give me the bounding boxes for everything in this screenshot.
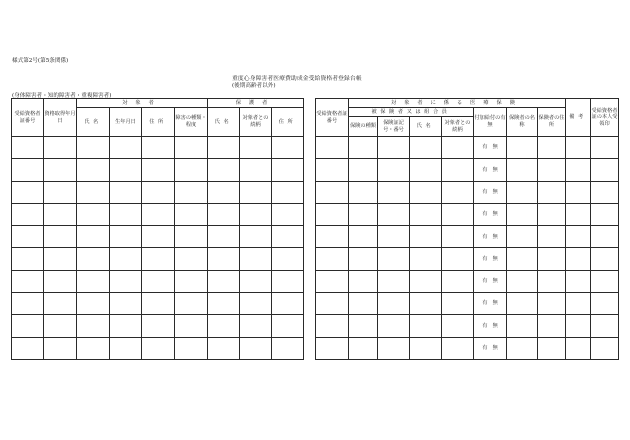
table-cell[interactable]	[44, 203, 77, 225]
header-cert-no: 受給資格者証番号	[316, 99, 349, 137]
table-row	[316, 248, 619, 270]
table-cell[interactable]	[591, 181, 619, 203]
table-cell[interactable]	[240, 137, 272, 159]
table-cell[interactable]	[566, 159, 591, 181]
table-cell[interactable]	[507, 337, 538, 359]
table-cell[interactable]	[538, 226, 566, 248]
benefit-presence-cell[interactable]: 有 無	[474, 181, 507, 203]
table-cell[interactable]	[507, 181, 538, 203]
table-cell[interactable]	[240, 159, 272, 181]
table-row	[12, 226, 304, 248]
table-row	[316, 315, 619, 337]
left-register-table	[11, 98, 304, 360]
table-cell[interactable]	[538, 293, 566, 315]
table-cell[interactable]	[44, 270, 77, 292]
table-cell[interactable]	[110, 203, 142, 225]
table-cell[interactable]	[12, 159, 44, 181]
table-cell[interactable]	[566, 270, 591, 292]
table-cell[interactable]	[349, 203, 378, 225]
table-cell[interactable]	[12, 248, 44, 270]
table-cell[interactable]	[77, 337, 110, 359]
table-cell[interactable]	[44, 181, 77, 203]
table-cell[interactable]	[142, 248, 175, 270]
benefit-presence-cell[interactable]: 有 無	[474, 137, 507, 159]
table-cell[interactable]	[77, 137, 110, 159]
table-cell[interactable]	[12, 226, 44, 248]
table-row	[316, 293, 619, 315]
table-row	[12, 203, 304, 225]
table-cell[interactable]	[349, 270, 378, 292]
header-insurer-name: 保険者の名称	[507, 108, 538, 137]
benefit-presence-cell[interactable]: 有 無	[474, 270, 507, 292]
table-cell[interactable]	[142, 293, 175, 315]
header-cert-no: 受給資格者証番号	[12, 99, 44, 137]
benefit-presence-cell[interactable]: 有 無	[474, 315, 507, 337]
table-cell[interactable]	[566, 248, 591, 270]
benefit-presence-cell[interactable]: 有 無	[474, 226, 507, 248]
benefit-presence-cell[interactable]: 有 無	[474, 203, 507, 225]
table-cell[interactable]	[507, 270, 538, 292]
table-cell[interactable]	[240, 248, 272, 270]
table-cell[interactable]	[142, 137, 175, 159]
table-row	[12, 248, 304, 270]
table-cell[interactable]	[378, 159, 410, 181]
table-cell[interactable]	[12, 315, 44, 337]
table-cell[interactable]	[208, 226, 240, 248]
table-cell[interactable]	[349, 137, 378, 159]
header-group-guardian: 保護者	[208, 99, 304, 108]
table-cell[interactable]	[12, 203, 44, 225]
table-cell[interactable]	[240, 203, 272, 225]
table-cell[interactable]	[566, 226, 591, 248]
table-cell[interactable]	[507, 248, 538, 270]
table-cell[interactable]	[77, 293, 110, 315]
table-row	[12, 159, 304, 181]
table-cell[interactable]	[410, 315, 442, 337]
table-cell[interactable]	[110, 159, 142, 181]
table-cell[interactable]	[142, 181, 175, 203]
table-row	[12, 293, 304, 315]
table-cell[interactable]	[316, 293, 349, 315]
header-subject-name: 氏名	[77, 108, 110, 137]
benefit-presence-cell[interactable]: 有 無	[474, 293, 507, 315]
table-cell[interactable]	[566, 315, 591, 337]
table-cell[interactable]	[240, 181, 272, 203]
table-cell[interactable]	[110, 137, 142, 159]
table-cell[interactable]	[240, 315, 272, 337]
table-cell[interactable]	[378, 270, 410, 292]
header-disability: 障害の種類・程度	[175, 108, 208, 137]
table-cell[interactable]	[378, 337, 410, 359]
table-cell[interactable]	[272, 159, 304, 181]
table-cell[interactable]	[44, 293, 77, 315]
benefit-presence-cell[interactable]: 有 無	[474, 159, 507, 181]
table-cell[interactable]	[566, 293, 591, 315]
table-cell[interactable]	[175, 159, 208, 181]
table-cell[interactable]	[175, 137, 208, 159]
right-register-table	[315, 98, 619, 360]
table-cell[interactable]	[378, 226, 410, 248]
table-cell[interactable]	[349, 248, 378, 270]
table-cell[interactable]	[110, 270, 142, 292]
header-guardian-address: 住所	[272, 108, 304, 137]
table-cell[interactable]	[591, 203, 619, 225]
table-cell[interactable]	[410, 181, 442, 203]
header-remarks: 備考	[566, 99, 591, 137]
table-cell[interactable]	[208, 203, 240, 225]
table-cell[interactable]	[316, 315, 349, 337]
table-cell[interactable]	[566, 181, 591, 203]
table-row	[316, 159, 619, 181]
table-cell[interactable]	[44, 248, 77, 270]
table-cell[interactable]	[12, 337, 44, 359]
table-cell[interactable]	[142, 159, 175, 181]
table-cell[interactable]	[142, 270, 175, 292]
table-row	[12, 337, 304, 359]
table-cell[interactable]	[77, 248, 110, 270]
table-cell[interactable]	[538, 203, 566, 225]
table-cell[interactable]	[316, 181, 349, 203]
table-cell[interactable]	[410, 248, 442, 270]
table-cell[interactable]	[349, 293, 378, 315]
table-cell[interactable]	[175, 226, 208, 248]
table-cell[interactable]	[349, 226, 378, 248]
table-cell[interactable]	[175, 337, 208, 359]
table-cell[interactable]	[316, 137, 349, 159]
table-cell[interactable]	[507, 315, 538, 337]
table-cell[interactable]	[591, 315, 619, 337]
table-cell[interactable]	[208, 137, 240, 159]
table-cell[interactable]	[110, 181, 142, 203]
table-cell[interactable]	[175, 270, 208, 292]
table-cell[interactable]	[591, 137, 619, 159]
table-row	[316, 137, 619, 159]
table-cell[interactable]	[566, 137, 591, 159]
table-cell[interactable]	[272, 248, 304, 270]
header-group-insurance: 対象者に係る医療保険	[349, 99, 566, 108]
table-cell[interactable]	[591, 248, 619, 270]
table-cell[interactable]	[349, 181, 378, 203]
table-cell[interactable]	[410, 226, 442, 248]
table-row	[12, 315, 304, 337]
table-cell[interactable]	[538, 248, 566, 270]
header-insured-name: 氏名	[410, 117, 442, 137]
table-cell[interactable]	[208, 293, 240, 315]
table-cell[interactable]	[272, 315, 304, 337]
table-cell[interactable]	[349, 315, 378, 337]
table-cell[interactable]	[208, 337, 240, 359]
table-cell[interactable]	[316, 203, 349, 225]
table-cell[interactable]	[44, 337, 77, 359]
header-subject-address: 住所	[142, 108, 175, 137]
form-number: 様式第2号(第5条関係)	[12, 58, 69, 64]
page-subtitle: (後期高齢者以外)	[232, 83, 276, 89]
header-relationship: 対象者との続柄	[240, 108, 272, 137]
header-insurer-address: 保険者の住所	[538, 108, 566, 137]
table-cell[interactable]	[44, 315, 77, 337]
table-cell[interactable]	[316, 337, 349, 359]
table-cell[interactable]	[442, 159, 474, 181]
table-cell[interactable]	[142, 226, 175, 248]
table-cell[interactable]	[378, 181, 410, 203]
table-cell[interactable]	[77, 226, 110, 248]
table-cell[interactable]	[507, 293, 538, 315]
table-row	[316, 226, 619, 248]
table-cell[interactable]	[442, 315, 474, 337]
table-cell[interactable]	[507, 203, 538, 225]
table-cell[interactable]	[378, 203, 410, 225]
header-additional-benefit: 付加給付の有無	[474, 108, 507, 137]
table-cell[interactable]	[240, 226, 272, 248]
benefit-presence-cell[interactable]: 有 無	[474, 337, 507, 359]
table-cell[interactable]	[378, 248, 410, 270]
table-cell[interactable]	[12, 270, 44, 292]
table-cell[interactable]	[77, 270, 110, 292]
table-cell[interactable]	[538, 137, 566, 159]
table-cell[interactable]	[175, 181, 208, 203]
table-cell[interactable]	[175, 203, 208, 225]
table-cell[interactable]	[77, 203, 110, 225]
table-cell[interactable]	[316, 248, 349, 270]
header-insurance-type: 保険の種類	[349, 117, 378, 137]
table-cell[interactable]	[442, 137, 474, 159]
table-cell[interactable]	[591, 159, 619, 181]
table-cell[interactable]	[110, 337, 142, 359]
table-cell[interactable]	[591, 270, 619, 292]
table-cell[interactable]	[142, 337, 175, 359]
table-cell[interactable]	[410, 159, 442, 181]
table-cell[interactable]	[538, 159, 566, 181]
table-cell[interactable]	[208, 181, 240, 203]
table-cell[interactable]	[44, 137, 77, 159]
table-cell[interactable]	[410, 137, 442, 159]
table-cell[interactable]	[442, 203, 474, 225]
table-cell[interactable]	[566, 337, 591, 359]
table-cell[interactable]	[12, 137, 44, 159]
table-cell[interactable]	[538, 315, 566, 337]
table-cell[interactable]	[442, 226, 474, 248]
header-receipt-seal: 受給資格者証の本人受領印	[591, 99, 619, 137]
table-row	[12, 181, 304, 203]
table-cell[interactable]	[566, 203, 591, 225]
table-cell[interactable]	[272, 137, 304, 159]
table-cell[interactable]	[208, 159, 240, 181]
table-cell[interactable]	[591, 337, 619, 359]
table-cell[interactable]	[538, 270, 566, 292]
table-cell[interactable]	[142, 203, 175, 225]
table-cell[interactable]	[591, 293, 619, 315]
table-cell[interactable]	[175, 315, 208, 337]
header-insured-relationship: 対象者との続柄	[442, 117, 474, 137]
table-cell[interactable]	[272, 337, 304, 359]
table-cell[interactable]	[77, 181, 110, 203]
table-cell[interactable]	[12, 181, 44, 203]
table-cell[interactable]	[110, 293, 142, 315]
table-cell[interactable]	[272, 203, 304, 225]
table-cell[interactable]	[77, 159, 110, 181]
table-cell[interactable]	[110, 248, 142, 270]
table-cell[interactable]	[316, 159, 349, 181]
table-cell[interactable]	[110, 315, 142, 337]
table-cell[interactable]	[349, 337, 378, 359]
table-cell[interactable]	[591, 226, 619, 248]
table-row	[316, 203, 619, 225]
table-cell[interactable]	[507, 159, 538, 181]
table-row	[12, 270, 304, 292]
table-cell[interactable]	[378, 315, 410, 337]
table-cell[interactable]	[410, 203, 442, 225]
table-cell[interactable]	[410, 270, 442, 292]
table-cell[interactable]	[316, 226, 349, 248]
table-cell[interactable]	[272, 293, 304, 315]
table-cell[interactable]	[538, 337, 566, 359]
table-cell[interactable]	[378, 137, 410, 159]
table-cell[interactable]	[142, 315, 175, 337]
header-birth-date: 生年月日	[110, 108, 142, 137]
header-acquisition-date: 資格取得年月日	[44, 99, 77, 137]
page-title: 重度心身障害者医療費助成金受給資格者登録台帳	[232, 76, 362, 82]
table-cell[interactable]	[175, 293, 208, 315]
table-cell[interactable]	[240, 270, 272, 292]
table-cell[interactable]	[12, 293, 44, 315]
scope-label: (身体障害者・知的障害者・重複障害者)	[12, 93, 112, 99]
table-cell[interactable]	[442, 248, 474, 270]
table-cell[interactable]	[208, 315, 240, 337]
table-cell[interactable]	[110, 226, 142, 248]
table-cell[interactable]	[208, 270, 240, 292]
table-cell[interactable]	[272, 270, 304, 292]
header-guardian-name: 氏名	[208, 108, 240, 137]
table-cell[interactable]	[208, 248, 240, 270]
header-insurance-symbol: 保険証記号・番号	[378, 117, 410, 137]
table-cell[interactable]	[442, 293, 474, 315]
table-cell[interactable]	[410, 293, 442, 315]
table-row	[316, 270, 619, 292]
table-cell[interactable]	[507, 137, 538, 159]
table-cell[interactable]	[410, 337, 442, 359]
table-cell[interactable]	[507, 226, 538, 248]
table-row	[316, 181, 619, 203]
table-cell[interactable]	[349, 159, 378, 181]
table-cell[interactable]	[272, 181, 304, 203]
table-cell[interactable]	[442, 181, 474, 203]
table-cell[interactable]	[442, 270, 474, 292]
header-group-insured: 被保険者又は組合員	[349, 108, 474, 117]
table-row	[12, 137, 304, 159]
table-cell[interactable]	[240, 293, 272, 315]
table-cell[interactable]	[378, 293, 410, 315]
table-cell[interactable]	[240, 337, 272, 359]
table-cell[interactable]	[442, 337, 474, 359]
table-cell[interactable]	[77, 315, 110, 337]
table-row	[316, 337, 619, 359]
header-group-subject: 対象者	[77, 99, 208, 108]
table-cell[interactable]	[44, 226, 77, 248]
table-cell[interactable]	[272, 226, 304, 248]
table-cell[interactable]	[175, 248, 208, 270]
benefit-presence-cell[interactable]: 有 無	[474, 248, 507, 270]
table-cell[interactable]	[44, 159, 77, 181]
table-cell[interactable]	[316, 270, 349, 292]
table-cell[interactable]	[538, 181, 566, 203]
